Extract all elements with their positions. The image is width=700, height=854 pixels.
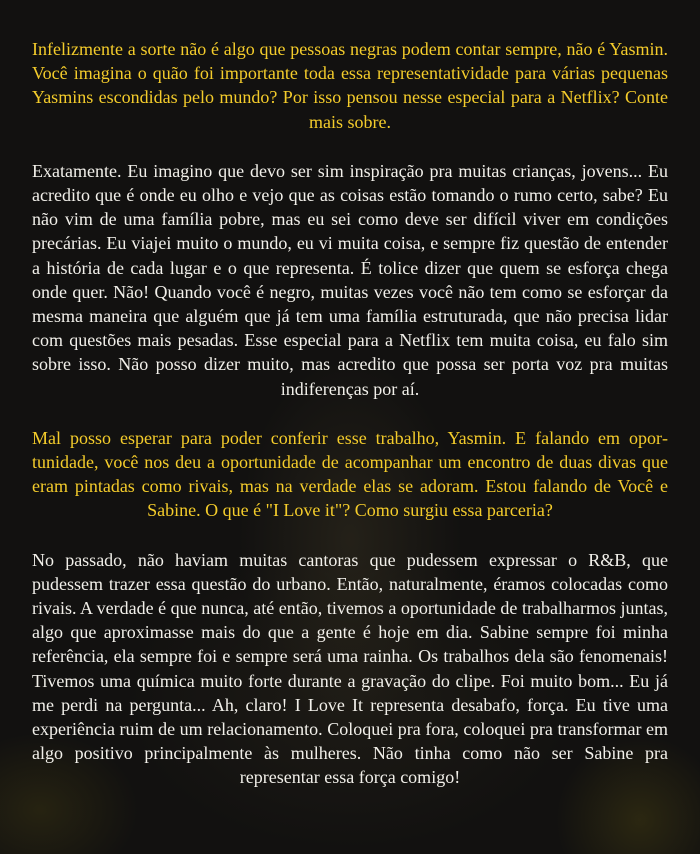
question-2: Mal posso esperar para poder conferir esse trabalho, Yasmin. E falando em oportunidade, você nos deu a oportunidade de acompanhar um encontro de duas divas que eram pintadas como rivais, mas na verdade elas se adoram. Estou falando de Você e Sabine. O que é "I Love it"? Como surgiu essa parceria? [32, 427, 668, 521]
answer-2: No passado, não haviam muitas cantoras que pudessem expressar o R&B, que pudessem trazer essa questão do urbano. Então, naturalmente, éramos colocadas como rivais. A verdade é que nunca, até então, tivemos a oportunidade de trabalharmos juntas, algo que aproximasse mais do que a gente é hoje em dia. Sabine sempre foi minha referência, ela sempre foi e sempre será uma rainha. Os trabalhos dela são fenomenais! Tivemos uma química muito forte durante a gravação do clipe. Foi muito bom... Eu já me perdi na pergunta... Ah, claro! I Love It representa desabafo, força. Eu tive uma experiência ruim de um relacionamento. Coloquei pra fora, coloquei pra transformar em algo positivo principalmente às mulheres. Não tinha como não ser Sabine pra representar essa força comigo! [32, 549, 668, 788]
paragraph-gap [32, 523, 668, 548]
answer-1: Exatamente. Eu imagino que devo ser sim inspiração pra muitas crianças, jovens... Eu acredito que é onde eu olho e vejo que as coisas estão tomando o rumo certo, sabe? Eu não vim de uma família pobre, mas eu sei como deve ser difícil viver em condições precárias. Eu viajei muito o mundo, eu vi muita coisa, e sempre fiz questão de entender a história de cada lugar e o que representa. É tolice dizer que quem se esforça chega onde quer. Não! Quando você é negro, muitas vezes você não tem como se esforçar da mesma maneira que alguém que já tem uma família estruturada, que não precisa lidar com questões mais pesadas. Esse especial para a Netflix tem muita coisa, eu falo sim sobre isso. Não posso dizer muito, mas acredito que possa ser porta voz pra muitas indiferenças por aí. [32, 160, 668, 399]
interview-text [32, 37, 668, 790]
paragraph-gap [32, 401, 668, 426]
question-1: Infelizmente a sorte não é algo que pessoas negras podem contar sempre, não é Yasmin. Você imagina o quão foi importante toda essa representatividade para várias pequenas Yasmins escondidas pelo mundo? Por isso pensou nesse especial para a Netflix? Conte mais sobre. [32, 39, 668, 132]
paragraph-gap [32, 134, 668, 159]
